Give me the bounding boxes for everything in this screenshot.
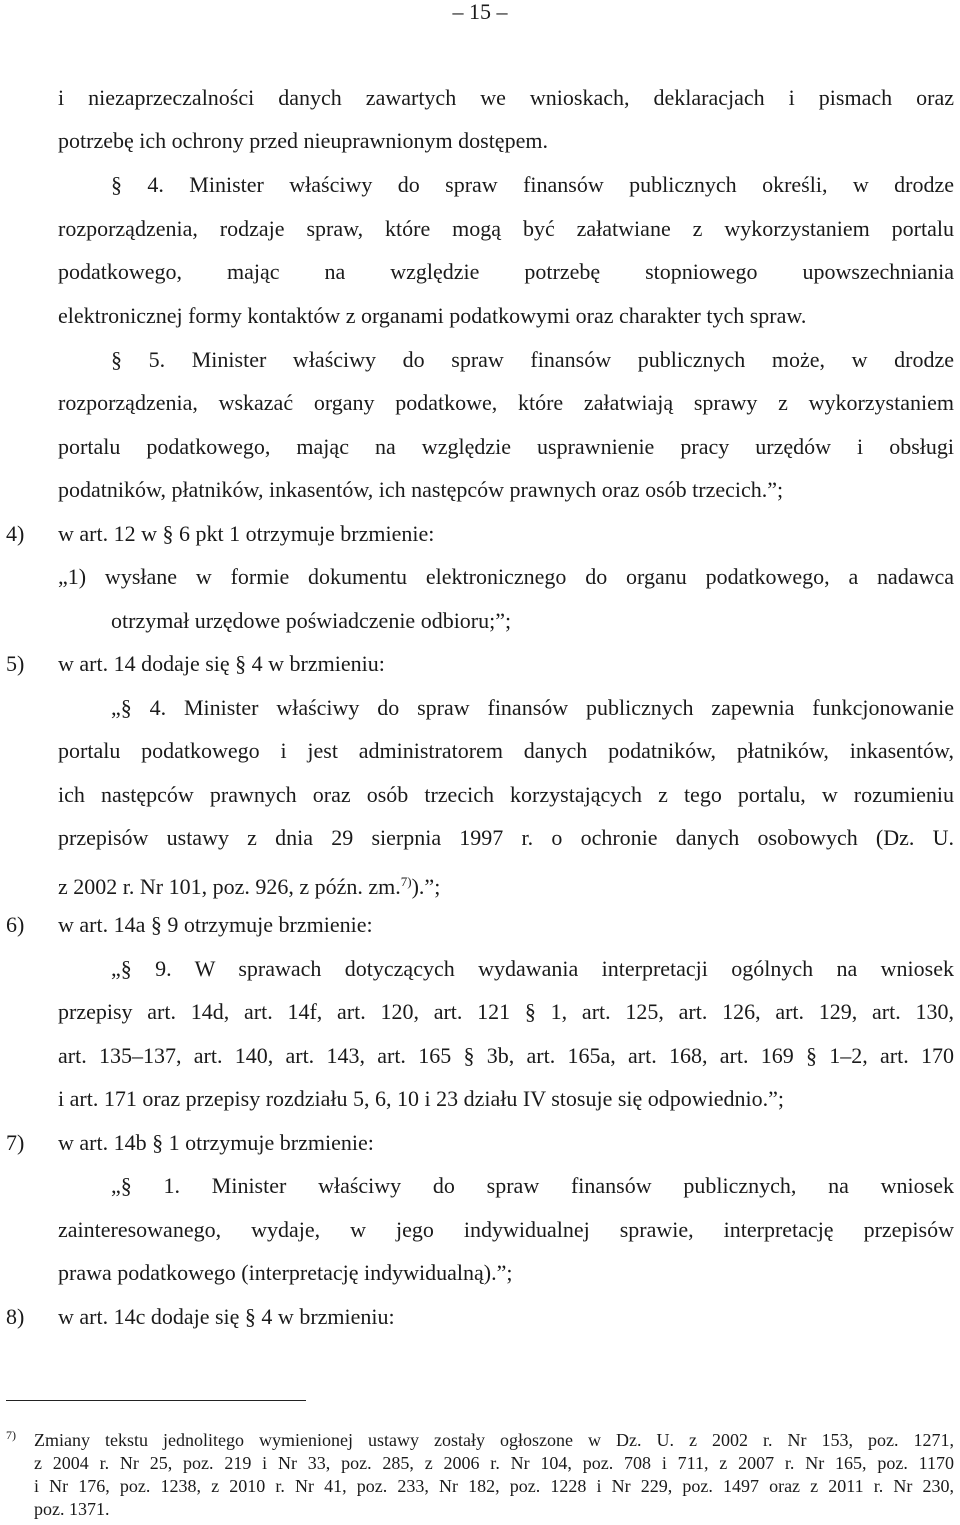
page-number: – 15 –: [452, 0, 508, 24]
text-segment: ).”;: [411, 874, 441, 899]
text-line: ich następców prawnych oraz osób trzecich korzystających z tego portalu, w rozumieniu: [58, 782, 954, 807]
footnote-reference: 7): [400, 874, 412, 889]
text-line: potrzebę ich ochrony przed nieuprawnionym dostępem.: [58, 128, 548, 153]
point-number: 7): [6, 1130, 25, 1155]
text-line: rozporządzenia, rodzaje spraw, które mogą być załatwiane z wykorzystaniem portalu: [58, 216, 954, 241]
text-line: „1) wysłane w formie dokumentu elektronicznego do organu podatkowego, a nadawca: [58, 564, 954, 589]
text-line: prawa podatkowego (interpretację indywidualną).”;: [58, 1260, 513, 1285]
text-line: przepisy art. 14d, art. 14f, art. 120, art. 121 § 1, art. 125, art. 126, art. 129, art. 130,: [58, 999, 954, 1024]
point-number: 6): [6, 912, 25, 937]
text-line: portalu podatkowego i jest administratorem danych podatników, płatników, inkasentów,: [58, 738, 954, 763]
text-line: zainteresowanego, wydaje, w jego indywidualnej sprawie, interpretację przepisów: [58, 1217, 954, 1242]
text-line: portalu podatkowego, mając na względzie usprawnienie pracy urzędów i obsługi: [58, 434, 954, 459]
footnote-separator: [6, 1400, 306, 1401]
text-line: elektronicznej formy kontaktów z organami podatkowymi oraz charakter tych spraw.: [58, 303, 807, 328]
footnote-line: poz. 1371.: [34, 1499, 110, 1519]
text-line: „§ 1. Minister właściwy do spraw finansów publicznych, na wniosek: [111, 1173, 954, 1198]
footnote-line: z 2004 r. Nr 25, poz. 219 i Nr 33, poz. 285, z 2006 r. Nr 104, poz. 708 i 711, z 2007 r. Nr 165, poz. 1170: [34, 1453, 954, 1473]
footnote-line: Zmiany tekstu jednolitego wymienionej ustawy zostały ogłoszone w Dz. U. z 2002 r. Nr 153, poz. 1271,: [34, 1430, 954, 1450]
footnote-marker: 7): [6, 1428, 16, 1442]
text-line: w art. 14b § 1 otrzymuje brzmienie:: [58, 1130, 374, 1155]
text-line: w art. 12 w § 6 pkt 1 otrzymuje brzmienie:: [58, 521, 435, 546]
text-line: „§ 4. Minister właściwy do spraw finansów publicznych zapewnia funkcjonowanie: [111, 695, 954, 720]
point-number: 8): [6, 1304, 25, 1329]
point-number: 5): [6, 651, 25, 676]
text-line: podatkowego, mając na względzie potrzebę stopniowego upowszechniania: [58, 259, 954, 284]
text-line: w art. 14 dodaje się § 4 w brzmieniu:: [58, 651, 385, 676]
text-segment: z 2002 r. Nr 101, poz. 926, z późn. zm.: [58, 874, 401, 899]
text-line: [58, 867, 440, 902]
text-line: w art. 14c dodaje się § 4 w brzmieniu:: [58, 1304, 395, 1329]
text-line: otrzymał urzędowe poświadczenie odbioru;”;: [111, 608, 512, 633]
text-line: „§ 9. W sprawach dotyczących wydawania interpretacji ogólnych na wniosek: [111, 956, 954, 981]
text-line: podatników, płatników, inkasentów, ich następców prawnych oraz osób trzecich.”;: [58, 477, 784, 502]
text-line: przepisów ustawy z dnia 29 sierpnia 1997 r. o ochronie danych osobowych (Dz. U.: [58, 825, 954, 850]
point-number: 4): [6, 521, 25, 546]
footnote-line: i Nr 176, poz. 1238, z 2010 r. Nr 41, poz. 233, Nr 182, poz. 1228 i Nr 229, poz. 1497 oraz z 2011 r. Nr 230,: [34, 1476, 954, 1496]
text-line: art. 135–137, art. 140, art. 143, art. 165 § 3b, art. 165a, art. 168, art. 169 § 1–2, art. 170: [58, 1043, 954, 1068]
text-line: i niezaprzeczalności danych zawartych we wnioskach, deklaracjach i pismach oraz: [58, 85, 954, 110]
text-line: w art. 14a § 9 otrzymuje brzmienie:: [58, 912, 373, 937]
text-line: § 4. Minister właściwy do spraw finansów publicznych określi, w drodze: [111, 172, 954, 197]
text-line: § 5. Minister właściwy do spraw finansów publicznych może, w drodze: [111, 347, 954, 372]
text-line: rozporządzenia, wskazać organy podatkowe, które załatwiają sprawy z wykorzystaniem: [58, 390, 954, 415]
text-line: i art. 171 oraz przepisy rozdziału 5, 6, 10 i 23 działu IV stosuje się odpowiednio.”;: [58, 1086, 785, 1111]
